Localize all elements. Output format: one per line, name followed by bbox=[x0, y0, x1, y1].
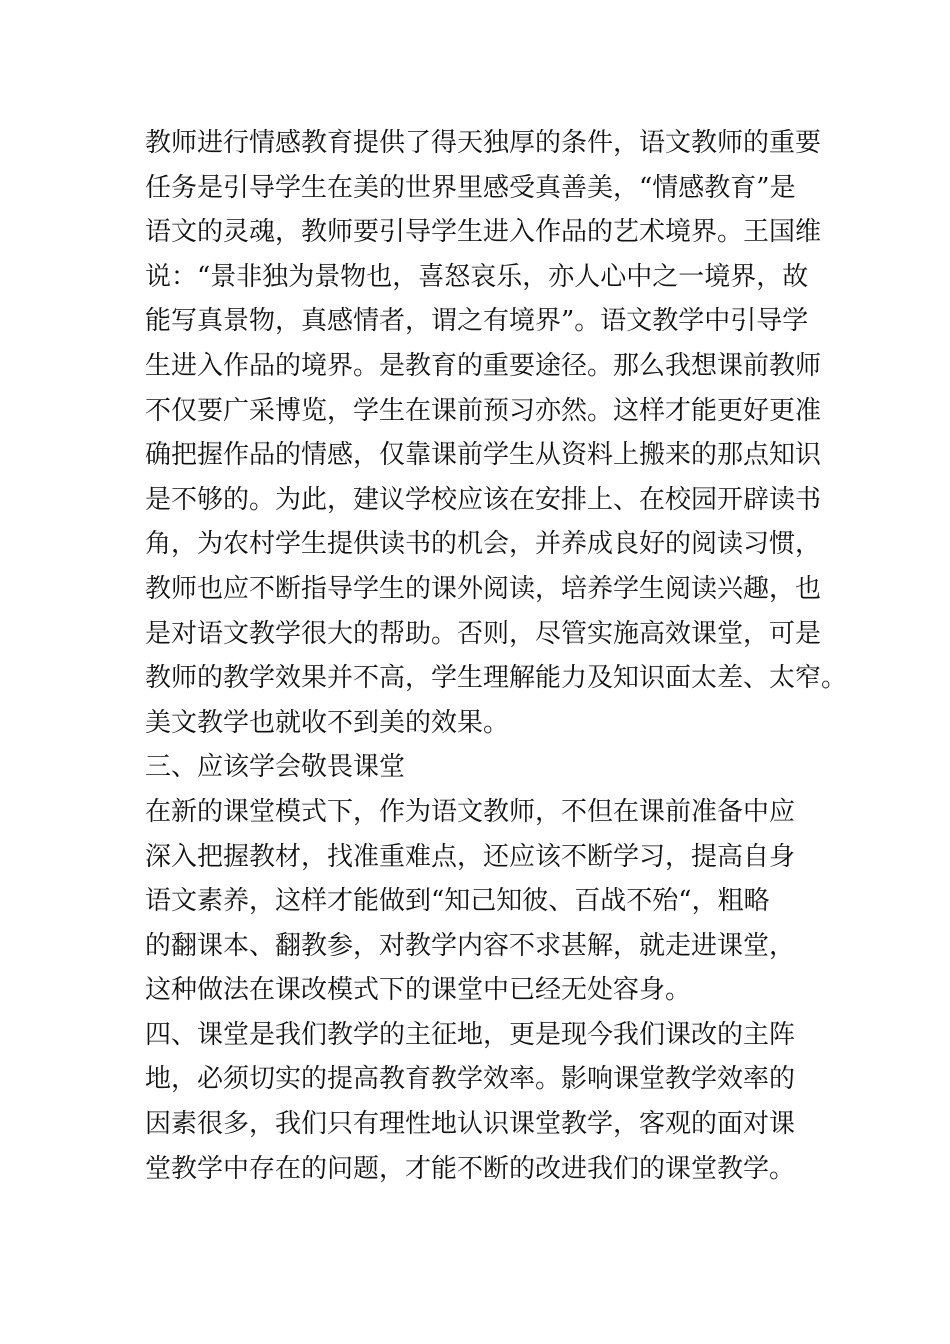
text-line: 语文的灵魂，教师要引导学生进入作品的艺术境界。王国维 bbox=[145, 217, 822, 248]
section-heading-4: 四、课堂是我们教学的主征地，更是现今我们课改的主阵 bbox=[145, 1019, 796, 1050]
text-line: 不仅要广采博览，学生在课前预习亦然。这样才能更好更准 bbox=[145, 395, 822, 426]
text-line: 语文素养，这样才能做到“知己知彼、百战不殆“，粗略 bbox=[145, 886, 770, 917]
text-line: 地，必须切实的提高教育教学效率。影响课堂教学效率的 bbox=[145, 1064, 796, 1095]
text-line: 生进入作品的境界。是教育的重要途径。那么我想课前教师 bbox=[145, 350, 822, 381]
text-line: 美文教学也就收不到美的效果。 bbox=[145, 707, 510, 738]
text-line: 能写真景物，真感情者，谓之有境界”。语文教学中引导学 bbox=[145, 306, 809, 337]
text-line: 教师进行情感教育提供了得天独厚的条件，语文教师的重要 bbox=[145, 128, 822, 158]
body-text bbox=[145, 121, 848, 1191]
text-line: 因素很多，我们只有理性地认识课堂教学，客观的面对课 bbox=[145, 1109, 796, 1140]
text-line: 的翻课本、翻教参，对教学内容不求甚解，就走进课堂， bbox=[145, 930, 796, 961]
text-line: 这种做法在课改模式下的课堂中已经无处容身。 bbox=[145, 975, 692, 1006]
text-line: 说：“景非独为景物也，喜怒哀乐，亦人心中之一境界，故 bbox=[145, 261, 809, 292]
text-line: 角，为农村学生提供读书的机会，并养成良好的阅读习惯， bbox=[145, 529, 822, 560]
text-line: 深入把握教材，找准重难点，还应该不断学习，提高自身 bbox=[145, 841, 796, 872]
text-line: 是对语文教学很大的帮助。否则，尽管实施高效课堂，可是 bbox=[145, 618, 822, 649]
text-line: 是不够的。为此，建议学校应该在安排上、在校园开辟读书 bbox=[145, 484, 822, 515]
text-line: 确把握作品的情感，仅靠课前学生从资料上搬来的那点知识 bbox=[145, 440, 822, 471]
text-line: 教师也应不断指导学生的课外阅读，培养学生阅读兴趣，也 bbox=[145, 573, 822, 604]
text-line: 任务是引导学生在美的世界里感受真善美，“情感教育”是 bbox=[145, 172, 796, 203]
text-line: 教师的教学效果并不高，学生理解能力及知识面太差、太窄。 bbox=[145, 663, 848, 694]
text-line: 堂教学中存在的问题，才能不断的改进我们的课堂教学。 bbox=[145, 1153, 796, 1184]
text-line: 在新的课堂模式下，作为语文教师，不但在课前准备中应 bbox=[145, 796, 796, 827]
section-heading-3: 三、应该学会敬畏课堂 bbox=[145, 752, 406, 783]
